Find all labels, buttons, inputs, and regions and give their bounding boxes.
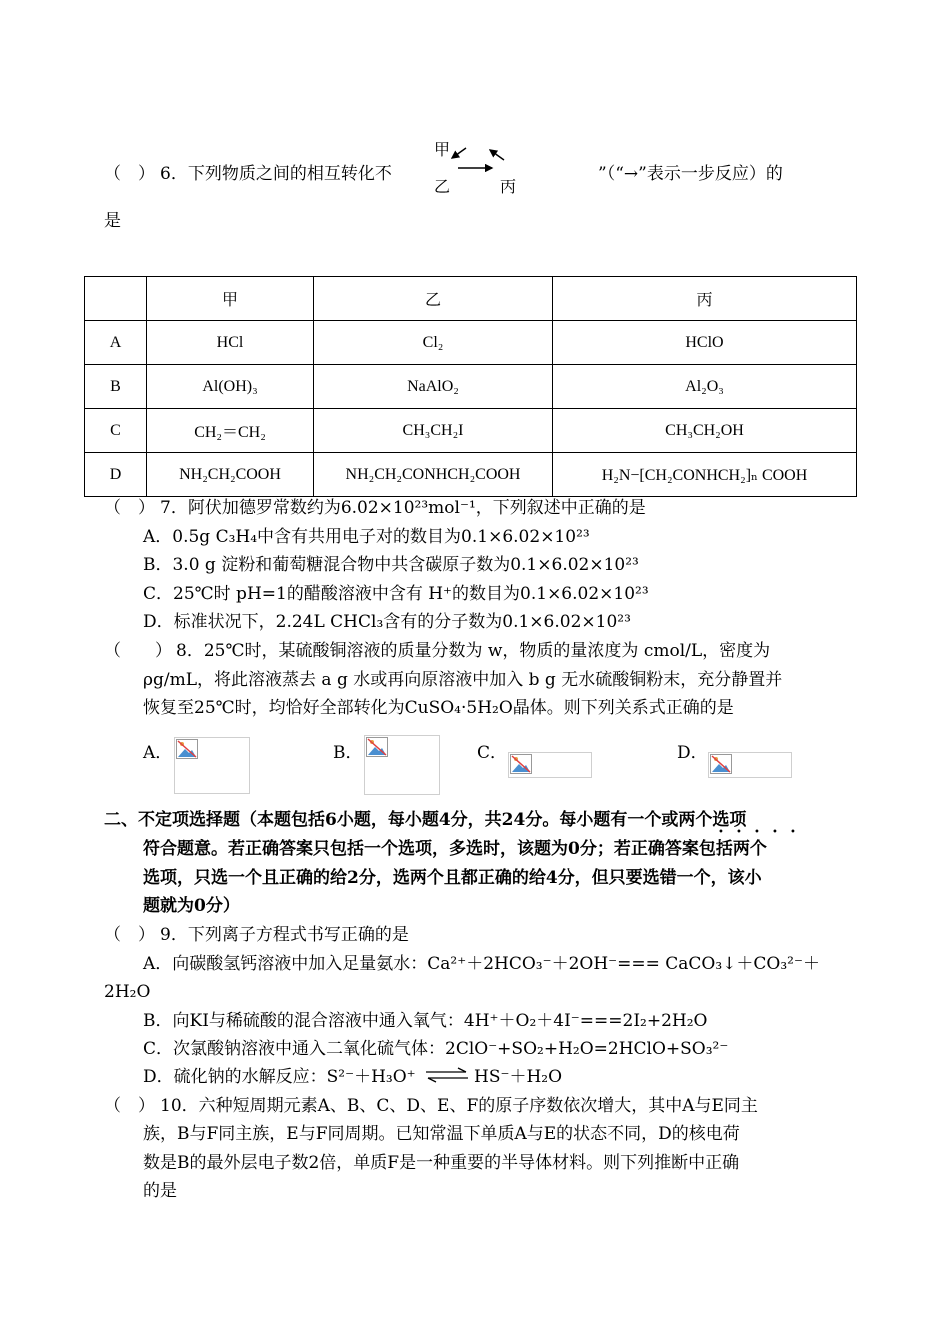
q9-option-b: B．向KI与稀硫酸的混合溶液中通入氧气：4H⁺＋O₂＋4I⁻===2I₂+2H₂O bbox=[143, 1011, 708, 1031]
q8-option-d-label: D． bbox=[677, 743, 708, 763]
emphasis-dot: • bbox=[718, 827, 724, 838]
q9-option-d-right: HS⁻＋H₂O bbox=[474, 1067, 563, 1087]
q8-line1: 8．25℃时，某硫酸铜溶液的质量分数为 w，物质的量浓度为 cmol/L，密度为 bbox=[176, 641, 771, 661]
q9-stem: 9．下列离子方程式书写正确的是 bbox=[160, 925, 409, 945]
table-header-row bbox=[85, 277, 857, 321]
table-cell: NH₂CH₂CONHCH₂COOH bbox=[314, 453, 553, 497]
table-cell: NaAlO₂ bbox=[314, 365, 553, 409]
conversion-table bbox=[84, 276, 857, 497]
table-cell: D bbox=[85, 453, 147, 497]
q8-option-b-image bbox=[364, 735, 440, 795]
table-header-cell: 甲 bbox=[147, 277, 314, 321]
q8-line3: 恢复至25℃时，均恰好全部转化为CuSO₄·5H₂O晶体。则下列关系式正确的是 bbox=[143, 698, 734, 718]
diagram-node-right: 丙 bbox=[500, 177, 517, 196]
diagram-arrows-icon bbox=[428, 138, 538, 198]
q8-paren: （ ） bbox=[104, 641, 172, 661]
q7-paren: （ ） bbox=[104, 498, 155, 518]
broken-image-icon bbox=[710, 754, 732, 774]
q7-option-d: D．标准状况下，2.24L CHCl₃含有的分子数为0.1×6.02×10²³ bbox=[143, 612, 631, 632]
table-cell: NH₂CH₂COOH bbox=[147, 453, 314, 497]
q9-option-c: C．次氯酸钠溶液中通入二氧化硫气体：2ClO⁻+SO₂+H₂O=2HClO+SO₃²⁻ bbox=[143, 1039, 729, 1059]
table-cell: Al(OH)₃ bbox=[147, 365, 314, 409]
q9-option-a: A．向碳酸氢钙溶液中加入足量氨水：Ca²⁺＋2HCO₃⁻＋2OH⁻=== CaCO₃↓＋CO₃²⁻＋ bbox=[143, 954, 820, 974]
diagram-node-left: 乙 bbox=[434, 177, 451, 196]
q7-option-a: A．0.5g C₃H₄中含有共用电子对的数目为0.1×6.02×10²³ bbox=[143, 527, 590, 547]
q8-option-a-image bbox=[174, 737, 250, 794]
broken-image-icon bbox=[510, 754, 532, 774]
table-header-cell bbox=[85, 277, 147, 321]
table-cell: B bbox=[85, 365, 147, 409]
q6-stem: 6．下列物质之间的相互转化不 bbox=[160, 164, 392, 184]
table-cell: A bbox=[85, 321, 147, 365]
equilibrium-arrow-icon bbox=[424, 1067, 470, 1083]
q9-paren: （ ） bbox=[104, 925, 155, 945]
table-header-cell: 丙 bbox=[553, 277, 857, 321]
section2-line2: 符合题意。若正确答案只包括一个选项，多选时，该题为0分；若正确答案包括两个 bbox=[143, 839, 767, 859]
table-row bbox=[85, 365, 857, 409]
section2-line1: 二、不定项选择题（本题包括6小题，每小题4分，共24分。每小题有一个或两个选项 bbox=[104, 810, 747, 830]
q10-paren: （ ） bbox=[104, 1096, 155, 1116]
q7-option-b: B．3.0 g 淀粉和葡萄糖混合物中共含碳原子数为0.1×6.02×10²³ bbox=[143, 555, 639, 575]
emphasis-dot: • bbox=[754, 827, 760, 838]
section2-line4: 题就为0分） bbox=[143, 896, 240, 916]
section2-line3: 选项，只选一个且正确的给2分，选两个且都正确的给4分，但只要选错一个，该小 bbox=[143, 868, 762, 888]
emphasis-dot: • bbox=[790, 827, 796, 838]
table-cell: Al₂O₃ bbox=[553, 365, 857, 409]
table-header-cell: 乙 bbox=[314, 277, 553, 321]
q6-paren: （ ） bbox=[104, 164, 155, 184]
q10-line3: 数是B的最外层电子数2倍，单质F是一种重要的半导体材料。则下列推断中正确 bbox=[143, 1153, 740, 1173]
q8-option-d-image bbox=[708, 752, 792, 778]
conversion-diagram bbox=[428, 138, 538, 198]
table-row bbox=[85, 321, 857, 365]
emphasis-dot: • bbox=[772, 827, 778, 838]
table-cell: C bbox=[85, 409, 147, 453]
q8-option-c-label: C． bbox=[477, 743, 508, 763]
diagram-node-top: 甲 bbox=[434, 140, 451, 159]
q7-stem: 7．阿伏加德罗常数约为6.02×10²³mol⁻¹，下列叙述中正确的是 bbox=[160, 498, 646, 518]
q9-option-a-cont: 2H₂O bbox=[104, 982, 151, 1002]
table-cell: CH₂＝CH₂ bbox=[147, 409, 314, 453]
table-cell: HCl bbox=[147, 321, 314, 365]
table-row bbox=[85, 453, 857, 497]
table-row bbox=[85, 409, 857, 453]
q8-option-c-image bbox=[508, 752, 592, 778]
broken-image-icon bbox=[176, 739, 198, 759]
broken-image-icon bbox=[366, 737, 388, 757]
q8-line2: ρg/mL，将此溶液蒸去 a g 水或再向原溶液中加入 b g 无水硫酸铜粉末，充分静置并 bbox=[143, 670, 783, 690]
q8-option-b-label: B． bbox=[333, 743, 363, 763]
q10-line1: 10．六种短周期元素A、B、C、D、E、F的原子序数依次增大，其中A与E同主 bbox=[160, 1096, 758, 1116]
table-cell: HClO bbox=[553, 321, 857, 365]
q7-option-c: C．25℃时 pH=1的醋酸溶液中含有 H⁺的数目为0.1×6.02×10²³ bbox=[143, 584, 649, 604]
q8-option-a-label: A． bbox=[143, 743, 173, 763]
q6-stem-cont: 是 bbox=[104, 211, 121, 231]
q10-line2: 族，B与F同主族，E与F同周期。已知常温下单质A与E的状态不同，D的核电荷 bbox=[143, 1124, 740, 1144]
table-cell: CH₃CH₂OH bbox=[553, 409, 857, 453]
emphasis-dot: • bbox=[736, 827, 742, 838]
q10-line4: 的是 bbox=[143, 1181, 177, 1201]
q9-option-d-left: D．硫化钠的水解反应：S²⁻＋H₃O⁺ bbox=[143, 1067, 416, 1087]
table-cell: H₂N−[CH₂CONHCH₂]ₙ COOH bbox=[553, 453, 857, 497]
table-cell: CH₃CH₂I bbox=[314, 409, 553, 453]
table-cell: Cl₂ bbox=[314, 321, 553, 365]
q6-stem-tail: ”（“→”表示一步反应）的 bbox=[598, 164, 783, 184]
